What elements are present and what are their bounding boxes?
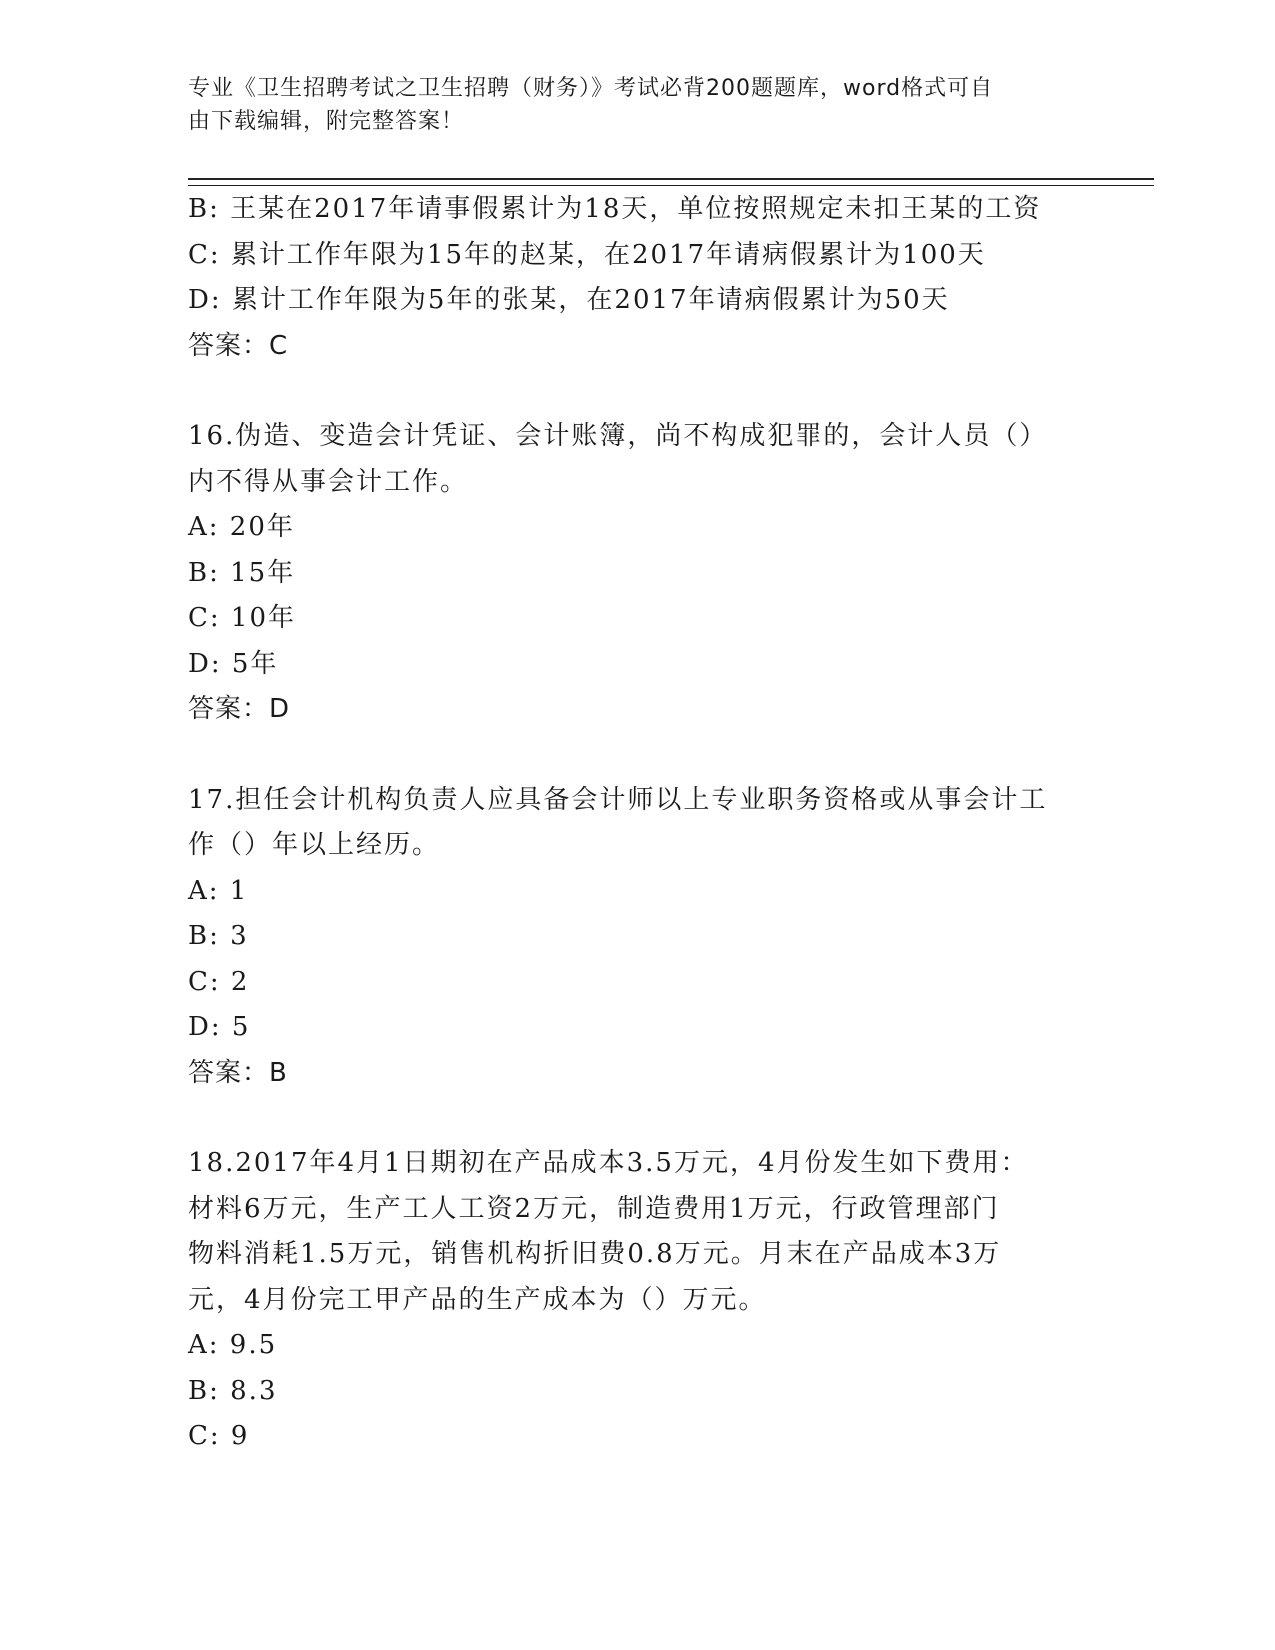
header-title-line-1: 专业《卫生招聘考试之卫生招聘（财务）》考试必背200题题库，word格式可自 bbox=[188, 76, 994, 101]
question-stem-line-2: 作（）年以上经历。 bbox=[188, 830, 441, 860]
option-a: A: 20年 bbox=[188, 512, 295, 542]
option-b: B: 王某在2017年请事假累计为18天，单位按照规定未扣王某的工资 bbox=[188, 194, 1042, 224]
question-stem-line-1: 16.伪造、变造会计凭证、会计账簿，尚不构成犯罪的，会计人员（） bbox=[188, 421, 1048, 451]
question-stem-line-4: 元，4月份完工甲产品的生产成本为（）万元。 bbox=[188, 1284, 767, 1315]
option-c: C: 2 bbox=[188, 966, 250, 997]
option-c: C: 9 bbox=[188, 1421, 250, 1451]
header-title-line-2: 由下载编辑，附完整答案！ bbox=[188, 109, 465, 134]
question-stem-line-1: 17.担任会计机构负责人应具备会计师以上专业职务资格或从事会计工 bbox=[188, 784, 1048, 815]
question-stem-line-1: 18.2017年4月1日期初在产品成本3.5万元，4月份发生如下费用： bbox=[188, 1148, 1029, 1178]
question-17 bbox=[188, 778, 1088, 1097]
answer: 答案：B bbox=[188, 1057, 288, 1088]
spacer bbox=[188, 733, 1088, 778]
question-stem-line-3: 物料消耗1.5万元，销售机构折旧费0.8万元。月末在产品成本3万 bbox=[188, 1239, 1002, 1269]
question-15 bbox=[188, 187, 1088, 369]
question-stem-line-2: 内不得从事会计工作。 bbox=[188, 466, 469, 497]
question-18 bbox=[188, 1141, 1088, 1460]
answer: 答案：C bbox=[188, 330, 289, 361]
option-b: B: 8.3 bbox=[188, 1375, 278, 1406]
document-header bbox=[188, 72, 1068, 138]
option-b: B: 15年 bbox=[188, 557, 296, 588]
option-a: A: 9.5 bbox=[188, 1330, 278, 1360]
option-d: D: 5 bbox=[188, 1012, 251, 1042]
question-16 bbox=[188, 414, 1088, 733]
question-list bbox=[188, 187, 1088, 1460]
option-c: C: 10年 bbox=[188, 603, 297, 633]
header-divider bbox=[188, 178, 1154, 186]
option-b: B: 3 bbox=[188, 921, 249, 951]
option-c: C: 累计工作年限为15年的赵某，在2017年请病假累计为100天 bbox=[188, 239, 986, 270]
option-d: D: 5年 bbox=[188, 648, 279, 679]
spacer bbox=[188, 1096, 1088, 1141]
option-a: A: 1 bbox=[188, 875, 249, 906]
option-d: D: 累计工作年限为5年的张某，在2017年请病假累计为50天 bbox=[188, 285, 950, 315]
question-stem-line-2: 材料6万元，生产工人工资2万元，制造费用1万元，行政管理部门 bbox=[188, 1193, 1000, 1224]
answer: 答案：D bbox=[188, 694, 291, 724]
spacer bbox=[188, 369, 1088, 414]
